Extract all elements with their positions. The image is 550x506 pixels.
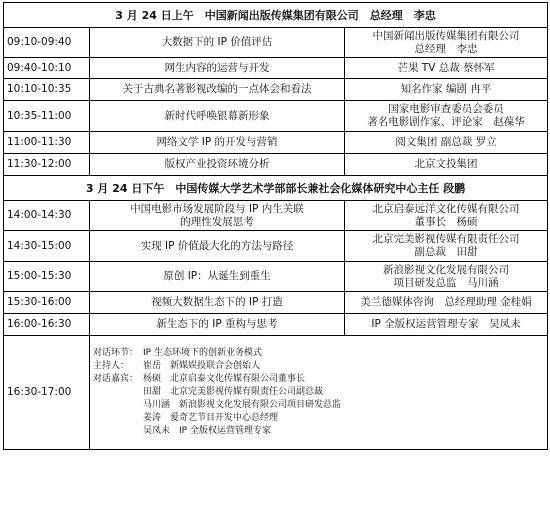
dialogue-line (93, 373, 544, 386)
table-row (4, 154, 548, 176)
table-row (4, 201, 548, 231)
table-row (4, 101, 548, 132)
time-cell: 09:10-09:40 (4, 28, 90, 58)
speaker-line: 副总裁 田甜 (414, 246, 478, 258)
speaker-line: 北京启泰远洋文化传媒有限公司 (372, 202, 520, 215)
speaker-cell (345, 231, 548, 262)
table-row (4, 262, 548, 292)
topic-cell: 新时代呼唤银幕新形象 (90, 101, 345, 132)
table-row (4, 292, 548, 314)
topic-cell: 大数据下的 IP 价值评估 (90, 28, 345, 58)
time-cell: 15:30-16:00 (4, 292, 90, 314)
dialogue-line (93, 360, 544, 373)
dialogue-label: 主持人： (93, 361, 130, 371)
topic-cell: 原创 IP：从诞生到重生 (90, 262, 345, 292)
dialogue-line (93, 412, 544, 425)
topic-cell: 视频大数据生态下的 IP 打造 (90, 292, 345, 314)
time-cell: 14:30-15:00 (4, 231, 90, 262)
speaker-line: 北京完美影视传媒有限责任公司 (372, 233, 520, 245)
dialogue-text: 田甜 北京完美影视传媒有限责任公司副总裁 (143, 387, 324, 397)
table-row (4, 314, 548, 336)
topic-cell: 网生内容的运营与开发 (90, 58, 345, 79)
morning-header-row (4, 3, 548, 28)
table-row (4, 79, 548, 101)
dialogue-text: 杨硕 北京启泰文化传媒有限公司董事长 (143, 374, 306, 384)
speaker-line: 中国新闻出版传媒集团有限公司 (372, 29, 520, 42)
table-row (4, 28, 548, 58)
speaker-cell: IP 全版权运营管理专家 吴凤未 (345, 314, 548, 336)
table-row (4, 132, 548, 154)
speaker-line: 国家电影审查委员会委员 (388, 103, 504, 115)
speaker-cell (345, 201, 548, 231)
speaker-line: 著名电影剧作家、评论家 赵葆华 (367, 116, 525, 128)
dialogue-line (93, 425, 544, 438)
topic-cell: 实现 IP 价值最大化的方法与路径 (90, 231, 345, 262)
speaker-cell (345, 28, 548, 58)
topic-cell: 关于古典名著影视改编的一点体会和看法 (90, 79, 345, 101)
afternoon-header-row (4, 176, 548, 201)
time-cell: 10:35-11:00 (4, 101, 90, 132)
table-row (4, 231, 548, 262)
dialogue-row (4, 336, 548, 450)
speaker-line: 新浪影视文化发展有限公司 (383, 263, 510, 276)
speaker-line: 董事长 杨硕 (414, 215, 478, 228)
speaker-cell: 知名作家 编剧 冉平 (345, 79, 548, 101)
speaker-line: 项目研发总监 马川涵 (393, 276, 499, 289)
dialogue-text: IP 生态环境下的创新业务模式 (143, 348, 262, 358)
time-cell: 11:00-11:30 (4, 132, 90, 154)
speaker-cell: 阅文集团 副总裁 罗立 (345, 132, 548, 154)
topic-cell: 新生态下的 IP 重构与思考 (90, 314, 345, 336)
time-cell: 16:30-17:00 (4, 336, 90, 450)
dialogue-text: 吴凤未 IP 全版权运营管理专家 (143, 426, 271, 436)
speaker-cell (345, 101, 548, 132)
speaker-cell (345, 262, 548, 292)
dialogue-line (93, 399, 544, 412)
morning-session-header: 3 月 24 日上午 中国新闻出版传媒集团有限公司 总经理 李忠 (4, 3, 548, 28)
time-cell: 15:00-15:30 (4, 262, 90, 292)
time-cell: 10:10-10:35 (4, 79, 90, 101)
topic-line: 中国电影市场发展阶段与 IP 内生关联 (130, 202, 304, 215)
time-cell: 14:00-14:30 (4, 201, 90, 231)
dialogue-line (93, 347, 544, 360)
topic-line: 的理性发展思考 (180, 215, 254, 228)
speaker-cell: 芒果 TV 总裁 蔡怀军 (345, 58, 548, 79)
dialogue-text: 姜涛 爱奇艺节目开发中心总经理 (143, 413, 279, 423)
dialogue-line (93, 386, 544, 399)
time-cell: 09:40-10:10 (4, 58, 90, 79)
table-row (4, 58, 548, 79)
afternoon-session-header: 3 月 24 日下午 中国传媒大学艺术学部部长兼社会化媒体研究中心主任 段鹏 (4, 176, 548, 201)
time-cell: 11:30-12:00 (4, 154, 90, 176)
dialogue-label: 对话嘉宾： (93, 374, 139, 384)
dialogue-text: 马川涵 新浪影视文化发展有限公司项目研发总监 (143, 400, 342, 410)
topic-cell: 版权产业投资环境分析 (90, 154, 345, 176)
speaker-cell: 北京文投集团 (345, 154, 548, 176)
dialogue-text: 崔岳 新媒娱投联合会创始人 (143, 361, 261, 371)
schedule-table (3, 2, 548, 450)
speaker-cell: 美兰德媒体咨询 总经理助理 金桂娟 (345, 292, 548, 314)
dialogue-label: 对话环节： (93, 348, 139, 358)
topic-cell: 网络文学 IP 的开发与营销 (90, 132, 345, 154)
speaker-line: 总经理 李忠 (414, 42, 478, 55)
topic-cell (90, 201, 345, 231)
time-cell: 16:00-16:30 (4, 314, 90, 336)
dialogue-cell (90, 336, 548, 450)
